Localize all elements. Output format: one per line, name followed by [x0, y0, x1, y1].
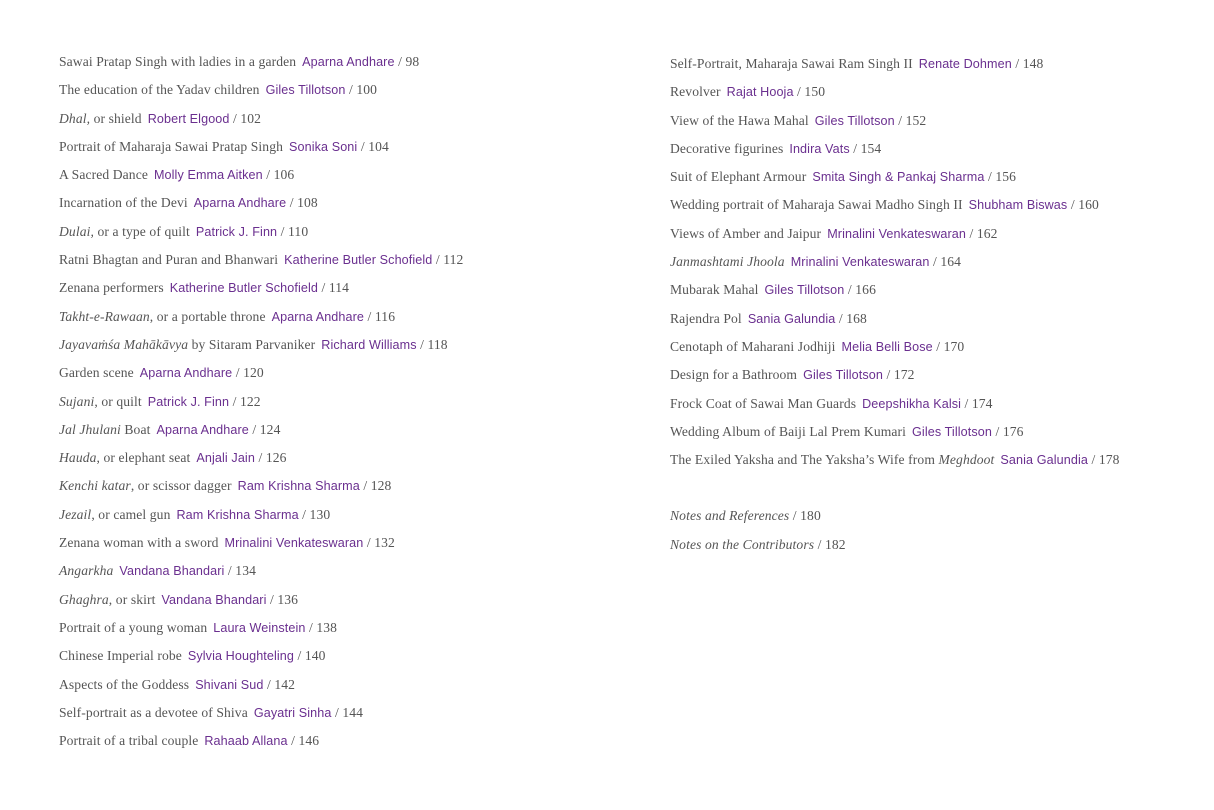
contents-entry — [670, 361, 1200, 389]
entry-title: Zenana woman with a sword — [59, 535, 219, 551]
entry-author: Indira Vats — [789, 141, 850, 156]
entry-title: Wedding Album of Baiji Lal Prem Kumari — [670, 423, 907, 439]
contents-entry — [670, 78, 1200, 106]
entry-title: Sawai Pratap Singh with ladies in a garden — [59, 54, 297, 69]
entry-title: Suit of Elephant Armour — [670, 169, 807, 185]
entry-page-number: / 114 — [321, 280, 350, 296]
contents-entry — [59, 529, 619, 557]
entry-title: Decorative figurines — [670, 140, 784, 156]
entry-title: Angarkha — [59, 563, 114, 579]
entry-title: by Sitaram Parvaniker — [188, 336, 316, 352]
contents-entry — [59, 501, 619, 529]
entry-author: Anjali Jain — [196, 451, 255, 466]
entry-author: Rajat Hooja — [726, 85, 794, 100]
contents-entry — [59, 189, 619, 217]
entry-title: Dhal, — [59, 110, 91, 126]
contents-entry — [670, 446, 1200, 474]
contents-entry — [670, 305, 1200, 333]
entry-page-number: / 170 — [936, 338, 965, 354]
entry-title: Portrait of a tribal couple — [59, 733, 199, 749]
entry-author: Mrinalini Venkateswaran — [827, 226, 966, 241]
contents-left-column — [59, 48, 619, 755]
contents-entry — [59, 105, 619, 133]
entry-title: Rajendra Pol — [670, 310, 742, 326]
entry-author: Aparna Andhare — [193, 196, 287, 211]
entry-page-number: / 124 — [252, 421, 281, 437]
entry-title: Kenchi katar — [59, 478, 131, 494]
entry-page-number: / 138 — [309, 619, 338, 635]
entry-author: Patrick J. Finn — [147, 394, 230, 409]
entry-page-number: / 166 — [847, 282, 876, 298]
entry-title: Jayavaṁśa Mahākāvya — [59, 336, 189, 352]
entry-page-number: / 104 — [360, 138, 389, 154]
entry-page-number: / 172 — [886, 367, 915, 383]
contents-entry — [670, 276, 1200, 304]
entry-author: Giles Tillotson — [912, 424, 992, 439]
entry-page-number: / 100 — [348, 82, 378, 98]
entry-title: Views of Amber and Jaipur — [670, 225, 822, 241]
entry-author: Laura Weinstein — [213, 620, 306, 635]
entry-title: Wedding portrait of Maharaja Sawai Madho Singh II — [670, 197, 963, 213]
back-matter-entry — [670, 531, 1200, 559]
entry-title: Ghaghra — [59, 591, 109, 607]
entry-title: , or scissor dagger — [130, 478, 232, 494]
back-matter-page-number: / 182 — [817, 536, 846, 552]
entry-author: Rahaab Allana — [204, 734, 288, 749]
contents-entry — [59, 472, 619, 500]
entry-title: , or elephant seat — [96, 450, 191, 466]
entry-page-number: / 142 — [267, 676, 296, 692]
entry-title: Chinese Imperial robe — [59, 648, 182, 664]
entry-author: Katherine Butler Schofield — [169, 281, 318, 296]
contents-entry — [59, 642, 619, 670]
entry-title: Design for a Bathroom — [670, 367, 798, 383]
entry-page-number: / 174 — [964, 395, 993, 411]
section-gap — [670, 474, 1200, 502]
entry-author: Aparna Andhare — [156, 422, 249, 437]
entry-title: Jezail — [59, 506, 92, 522]
entry-title: The Exiled Yaksha and The Yaksha’s Wife from — [670, 452, 939, 468]
entry-author: Sania Galundia — [747, 311, 836, 326]
contents-entry — [59, 614, 619, 642]
contents-entry — [670, 163, 1200, 191]
entry-title: Ratni Bhagtan and Puran and Bhanwari — [59, 252, 279, 268]
entry-title: Revolver — [670, 84, 721, 100]
entry-title: Meghdoot — [938, 452, 995, 468]
contents-entry — [670, 220, 1200, 248]
entry-author: Vandana Bhandari — [161, 592, 267, 607]
contents-entry — [59, 699, 619, 727]
contents-entry — [59, 727, 619, 755]
entry-title: Mubarak Mahal — [670, 282, 759, 298]
entry-title: Frock Coat of Sawai Man Guards — [670, 395, 857, 411]
contents-entry — [59, 303, 619, 331]
entry-author: Giles Tillotson — [803, 368, 883, 383]
entry-author: Ram Krishna Sharma — [176, 507, 299, 522]
contents-entry — [59, 557, 619, 585]
entry-author: Vandana Bhandari — [119, 564, 225, 579]
entry-page-number: / 162 — [969, 225, 998, 241]
entry-title: Portrait of a young woman — [59, 619, 208, 635]
entry-author: Gayatri Sinha — [253, 705, 332, 720]
entry-page-number: / 140 — [297, 648, 326, 664]
entry-title: Jal Jhulani — [59, 421, 121, 437]
entry-author: Shivani Sud — [195, 677, 264, 692]
entry-page-number: / 152 — [898, 112, 927, 128]
entry-page-number: / 98 — [398, 54, 420, 69]
entry-page-number: / 130 — [302, 506, 331, 522]
back-matter — [670, 502, 1200, 559]
entry-title: Cenotaph of Maharani Jodhiji — [670, 338, 836, 354]
entry-author: Patrick J. Finn — [195, 224, 278, 239]
entry-title: Self-Portrait, Maharaja Sawai Ram Singh II — [670, 56, 913, 71]
contents-entry — [670, 418, 1200, 446]
back-matter-title: Notes on the Contributors — [670, 536, 815, 552]
contents-entry — [59, 133, 619, 161]
contents-entry — [670, 135, 1200, 163]
entry-author: Aparna Andhare — [139, 366, 233, 381]
entry-title: The education of the Yadav children — [59, 82, 260, 98]
entry-author: Robert Elgood — [147, 111, 230, 126]
entry-page-number: / 134 — [227, 563, 256, 579]
entry-page-number: / 128 — [363, 478, 392, 494]
entry-author: Mrinalini Venkateswaran — [224, 536, 364, 551]
entry-title: Incarnation of the Devi — [59, 195, 188, 211]
entry-author: Sonika Soni — [289, 139, 358, 154]
entry-page-number: / 178 — [1091, 452, 1120, 468]
entry-author: Giles Tillotson — [265, 83, 346, 98]
contents-entry — [59, 246, 619, 274]
entry-title: Janmashtami Jhoola — [670, 254, 785, 270]
entry-title: Sujani — [59, 393, 95, 409]
entry-page-number: / 148 — [1015, 56, 1044, 71]
contents-entry — [670, 50, 1200, 78]
back-matter-page-number: / 180 — [792, 508, 821, 524]
contents-entry — [59, 388, 619, 416]
entry-title: Zenana performers — [59, 280, 164, 296]
entry-page-number: / 102 — [233, 110, 262, 126]
entry-title: Self-portrait as a devotee of Shiva — [59, 704, 248, 720]
contents-entry — [59, 416, 619, 444]
entry-title: Aspects of the Goddess — [59, 676, 190, 692]
entry-page-number: / 136 — [269, 591, 299, 607]
contents-entry — [59, 161, 619, 189]
back-matter-entry — [670, 502, 1200, 530]
entry-author: Aparna Andhare — [302, 55, 395, 69]
entry-author: Melia Belli Bose — [841, 339, 933, 354]
entry-author: Aparna Andhare — [271, 309, 365, 324]
entry-page-number: / 106 — [266, 167, 295, 183]
entry-title: , or skirt — [108, 591, 156, 607]
entry-title: Portrait of Maharaja Sawai Pratap Singh — [59, 138, 283, 154]
contents-entry — [670, 333, 1200, 361]
contents-entry — [670, 107, 1200, 135]
contents-entry — [59, 331, 619, 359]
contents-entry — [59, 274, 619, 302]
entry-title: , or camel gun — [91, 506, 171, 522]
contents-entry — [59, 76, 619, 104]
entry-page-number: / 146 — [291, 733, 320, 749]
entry-author: Giles Tillotson — [814, 113, 895, 128]
contents-entry — [59, 444, 619, 472]
contents-entry — [59, 586, 619, 614]
entry-author: Katherine Butler Schofield — [284, 253, 433, 268]
entry-page-number: / 108 — [289, 195, 318, 211]
entry-page-number: / 126 — [258, 450, 287, 466]
entry-title: Dulai, — [59, 223, 94, 239]
entry-author: Smita Singh & Pankaj Sharma — [812, 170, 985, 185]
entry-author: Renate Dohmen — [918, 57, 1012, 71]
entry-title: or a type of quilt — [93, 223, 190, 239]
entry-author: Sylvia Houghteling — [187, 649, 295, 664]
contents-entry — [59, 48, 619, 76]
entry-title: Garden scene — [59, 365, 134, 381]
entry-page-number: / 120 — [235, 365, 264, 381]
entry-author: Shubham Biswas — [968, 198, 1068, 213]
entry-page-number: / 144 — [334, 704, 364, 720]
entry-page-number: / 132 — [366, 535, 395, 551]
contents-right-column — [670, 50, 1200, 559]
contents-entry — [59, 671, 619, 699]
entry-page-number: / 150 — [797, 84, 826, 100]
entry-page-number: / 116 — [367, 308, 396, 324]
entry-title: A Sacred Dance — [59, 167, 148, 183]
contents-entry — [59, 218, 619, 246]
contents-entry — [670, 248, 1200, 276]
entry-title: Boat — [120, 421, 151, 437]
entry-title: , or quilt — [94, 393, 142, 409]
entry-author: Richard Williams — [321, 337, 417, 352]
entry-author: Deepshikha Kalsi — [862, 396, 962, 411]
entry-author: Ram Krishna Sharma — [237, 479, 360, 494]
entry-page-number: / 156 — [987, 169, 1017, 185]
back-matter-title: Notes and References — [670, 508, 790, 524]
right-entries — [670, 50, 1200, 474]
entry-author: Giles Tillotson — [764, 283, 845, 298]
entry-author: Mrinalini Venkateswaran — [790, 255, 930, 270]
entry-page-number: / 118 — [420, 336, 448, 352]
entry-author: Sania Galundia — [1000, 453, 1088, 468]
entry-title: Takht-e-Rawaan — [59, 308, 150, 324]
entry-title: View of the Hawa Mahal — [670, 112, 809, 128]
entry-page-number: / 168 — [838, 310, 867, 326]
entry-page-number: / 112 — [435, 252, 464, 268]
entry-title: Hauda — [59, 450, 97, 466]
entry-page-number: / 110 — [280, 223, 309, 239]
contents-entry — [670, 390, 1200, 418]
entry-title: , or a portable throne — [149, 308, 266, 324]
entry-author: Molly Emma Aitken — [153, 168, 263, 183]
entry-page-number: / 164 — [933, 254, 962, 270]
contents-entry — [59, 359, 619, 387]
entry-page-number: / 160 — [1070, 197, 1099, 213]
entry-title: or shield — [90, 110, 142, 126]
entry-page-number: / 154 — [853, 140, 882, 156]
contents-entry — [670, 191, 1200, 219]
entry-page-number: / 122 — [232, 393, 261, 409]
entry-page-number: / 176 — [995, 423, 1024, 439]
